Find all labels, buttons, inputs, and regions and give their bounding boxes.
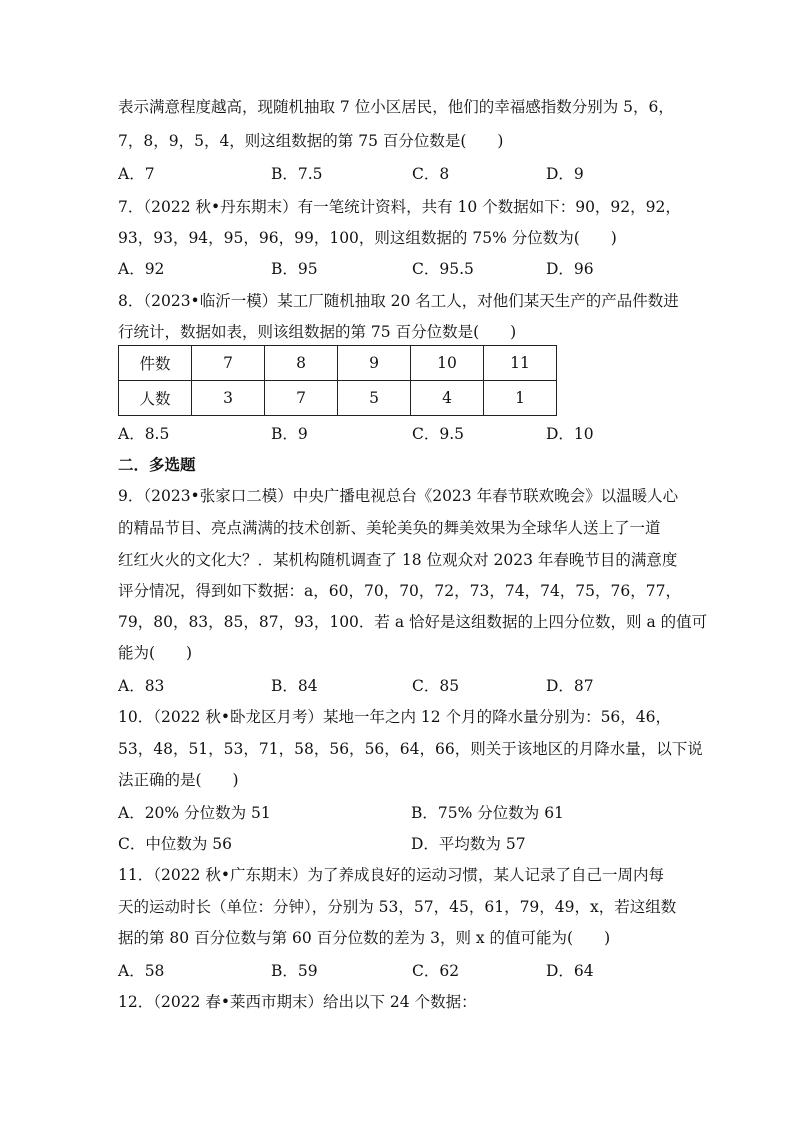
option-a: A．20% 分位数为 51	[118, 804, 271, 822]
q8-text-line-1: 8．（2023•临沂一模）某工厂随机抽取 20 名工人，对他们某天生产的产品件数进	[118, 292, 679, 310]
table-cell: 10	[411, 346, 484, 381]
q9-text-line-2: 的精品节目、亮点满满的技术创新、美轮美奂的舞美效果为全球华人送上了一道	[118, 519, 661, 537]
option-a: A．83	[118, 677, 165, 695]
option-b: B．59	[271, 962, 318, 980]
q9-text-line-3: 红红火火的文化大？．某机构随机调查了 18 位观众对 2023 年春晚节目的满意度	[118, 551, 678, 569]
table-cell: 件数	[119, 346, 192, 381]
q10-options-row-1	[118, 803, 758, 823]
q10-text-line-2: 53，48，51，53，71，58，56，56，64，66，则关于该地区的月降水量，以下说	[118, 740, 703, 758]
q9-text-line-4: 评分情况，得到如下数据：a，60，70，70，72，73，74，74，75，76，77，	[118, 582, 681, 600]
table-cell: 9	[338, 346, 411, 381]
option-d: D．9	[546, 165, 584, 183]
option-b: B．95	[271, 260, 318, 278]
option-b: B．7.5	[271, 165, 323, 183]
table-cell: 8	[265, 346, 338, 381]
option-b: B．84	[271, 677, 318, 695]
option-d: D．96	[546, 260, 594, 278]
option-d: D．87	[546, 677, 594, 695]
q10-options-row-2	[118, 834, 758, 854]
table-cell: 1	[484, 381, 557, 416]
option-b: B．75% 分位数为 61	[411, 804, 564, 822]
q6-text-line-1: 表示满意程度越高，现随机抽取 7 位小区居民，他们的幸福感指数分别为 5，6，	[118, 98, 674, 116]
table-cell: 11	[484, 346, 557, 381]
option-c: C．62	[412, 962, 460, 980]
q9-text-line-5: 79，80，83，85，87，93，100．若 a 恰好是这组数据的上四分位数，则 a 的值可	[118, 613, 708, 631]
q7-text-line-2: 93，93，94，95，96，99，100，则这组数据的 75% 分位数为( )	[118, 229, 617, 247]
q10-text-line-1: 10．（2022 秋•卧龙区月考）某地一年之内 12 个月的降水量分别为：56，46，	[118, 708, 672, 726]
option-a: A．58	[118, 962, 165, 980]
q7-options	[118, 259, 758, 279]
q9-text-line-1: 9．（2023•张家口二模）中央广播电视总台《2023 年春节联欢晚会》以温暖人心	[118, 487, 679, 505]
q8-options	[118, 424, 758, 444]
table-cell: 3	[192, 381, 265, 416]
table-row	[119, 346, 557, 381]
q11-text-line-3: 据的第 80 百分位数与第 60 百分位数的差为 3，则 x 的值可能为( )	[118, 929, 611, 947]
q11-text-line-1: 11．（2022 秋•广东期末）为了养成良好的运动习惯，某人记录了自己一周内每	[118, 866, 664, 884]
option-c: C．95.5	[412, 260, 474, 278]
q10-text-line-3: 法正确的是( )	[118, 771, 239, 789]
option-c: C．9.5	[412, 425, 465, 443]
q8-text-line-2: 行统计，数据如表，则该组数据的第 75 百分位数是( )	[118, 323, 517, 341]
q9-options	[118, 676, 758, 696]
option-d: D．10	[546, 425, 594, 443]
q7-text-line-1: 7．（2022 秋•丹东期末）有一笔统计资料，共有 10 个数据如下：90，92，92，	[118, 198, 681, 216]
q6-text-line-2: 7，8，9，5，4，则这组数据的第 75 百分位数是( )	[118, 132, 504, 150]
option-b: B．9	[271, 425, 308, 443]
option-a: A．7	[118, 165, 155, 183]
option-a: A．8.5	[118, 425, 170, 443]
option-c: C．85	[412, 677, 460, 695]
q6-options	[118, 164, 758, 184]
option-d: D．64	[546, 962, 594, 980]
q9-text-line-6: 能为( )	[118, 644, 193, 662]
section-heading: 二．多选题	[118, 455, 196, 474]
table-cell: 5	[338, 381, 411, 416]
q11-options	[118, 961, 758, 981]
table-cell: 4	[411, 381, 484, 416]
option-c: C．中位数为 56	[118, 835, 233, 853]
option-c: C．8	[412, 165, 450, 183]
option-d: D．平均数为 57	[411, 835, 526, 853]
option-a: A．92	[118, 260, 165, 278]
q12-text-line-1: 12．（2022 春•莱西市期末）给出以下 24 个数据：	[118, 993, 477, 1011]
table-cell: 人数	[119, 381, 192, 416]
table-cell: 7	[265, 381, 338, 416]
q8-data-table	[118, 345, 557, 416]
q11-text-line-2: 天的运动时长（单位：分钟），分别为 53，57，45，61，79，49，x，若这组数	[118, 898, 677, 916]
table-cell: 7	[192, 346, 265, 381]
table-row	[119, 381, 557, 416]
